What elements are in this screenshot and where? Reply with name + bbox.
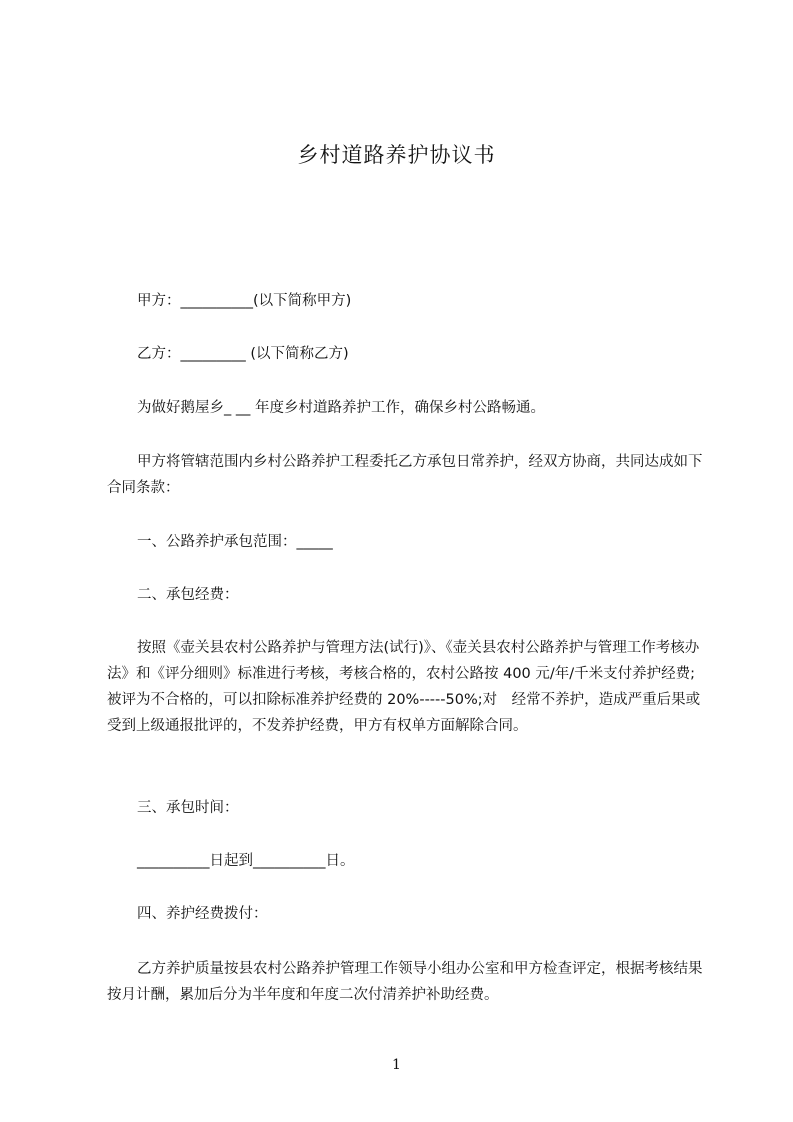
- party-b-line: 乙方：_________ (以下简称乙方): [137, 346, 349, 362]
- purpose-paragraph: 为做好鹅屋乡_ __ 年度乡村道路养护工作，确保乡村公路畅通。: [137, 400, 545, 416]
- contract-period-line: __________日起到__________日。: [137, 853, 355, 869]
- section-four-heading: 四、养护经费拨付：: [137, 906, 268, 922]
- agreement-intro-paragraph: 甲方将管辖范围内乡村公路养护工程委托乙方承包日常养护，经双方协商，共同达成如下合同条款：: [107, 454, 703, 496]
- section-one-heading: 一、公路养护承包范围：_____: [137, 534, 333, 550]
- section-four-body: 乙方养护质量按县农村公路养护管理工作领导小组办公室和甲方检查评定，根据考核结果按月计酬，累加后分为半年度和年度二次付清养护补助经费。: [107, 961, 703, 1003]
- section-three-heading: 三、承包时间：: [137, 800, 239, 816]
- section-two-heading: 二、承包经费：: [137, 587, 239, 603]
- section-two-body: 按照《壶关县农村公路养护与管理方法(试行)》、《壶关县农村公路养护与管理工作考核办法》和《评分细则》标准进行考核，考核合格的，农村公路按 400 元/年/千米支付养护经费;被评为不合格的，可以扣除标准养护经费的 20%-----50%;对 经常不养护，造成严重后果或受到上级通报批评的，不发养护经费，甲方有权单方面解除合同。: [107, 640, 701, 734]
- page-number: 1: [392, 1057, 401, 1073]
- party-a-line: 甲方：__________(以下简称甲方): [137, 293, 352, 309]
- document-title: 乡村道路养护协议书: [297, 143, 496, 167]
